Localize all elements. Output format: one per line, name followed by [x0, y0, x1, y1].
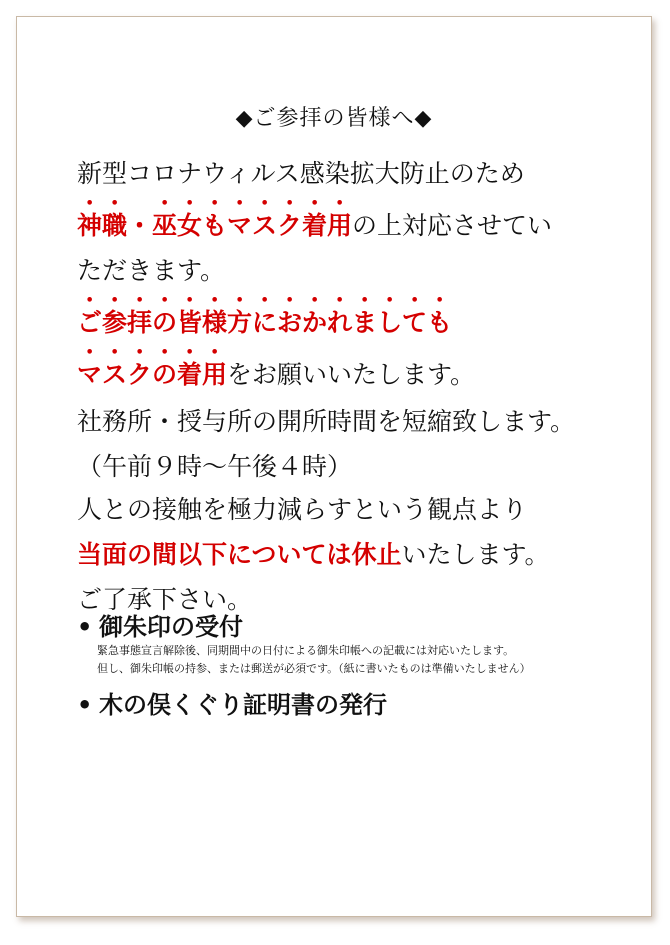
bullet-icon: • [77, 691, 93, 719]
bullet-icon: • [77, 613, 93, 641]
mask-notice-line-1: 新型コロナウィルス感染拡大防止のため [77, 159, 525, 188]
mask-notice-line-2 [77, 196, 637, 248]
suspension-line-2 [77, 532, 637, 577]
staff-mask-emphasis: 神職・巫女もマスク着用 [77, 211, 353, 240]
notice-page [16, 16, 652, 917]
hours-line-2: （午前９時～午後４時） [77, 452, 353, 481]
bullet-item-goshuin-label: 御朱印の受付 [99, 613, 243, 641]
suspension-line-1: 人との接触を極力減らすという観点より [77, 495, 528, 524]
goshuin-note-2: 但し、御朱印帳の持参、または郵送が必須です。（紙に書いたものは準備いたしません） [97, 662, 531, 675]
mask-notice-line-5 [77, 345, 637, 397]
goshuin-note-1: 緊急事態宣言解除後、同期間中の日付による御朱印帳への記載には対応いたします。 [97, 644, 515, 657]
bullet-item-certificate [77, 685, 387, 720]
mask-notice-line-2-rest: の上対応させてい [352, 211, 553, 240]
mask-notice-paragraph [77, 151, 637, 397]
mask-notice-line-3: ただきます。 [77, 256, 226, 285]
hours-line-1: 社務所・授与所の開所時間を短縮致します。 [77, 407, 576, 436]
notice-title: ◆ご参拝の皆様へ◆ [235, 106, 433, 131]
suspension-emphasis: 当面の間以下については休止 [77, 540, 402, 569]
mask-wearing-emphasis: マスクの着用 [77, 360, 228, 389]
suspension-paragraph [77, 487, 637, 622]
bullet-item-goshuin [77, 607, 243, 642]
mask-notice-line-4 [77, 293, 637, 345]
hours-paragraph [77, 399, 637, 489]
visitor-mask-emphasis: ご参拝の皆様方におかれましても [77, 308, 453, 337]
bullet-item-certificate-label: 木の俣くぐり証明書の発行 [99, 691, 387, 719]
suspension-line-3: ご了承下さい。 [77, 585, 253, 614]
mask-notice-line-5-rest: をお願いいたします。 [227, 360, 476, 389]
suspension-line-2-rest: いたします。 [401, 540, 550, 569]
